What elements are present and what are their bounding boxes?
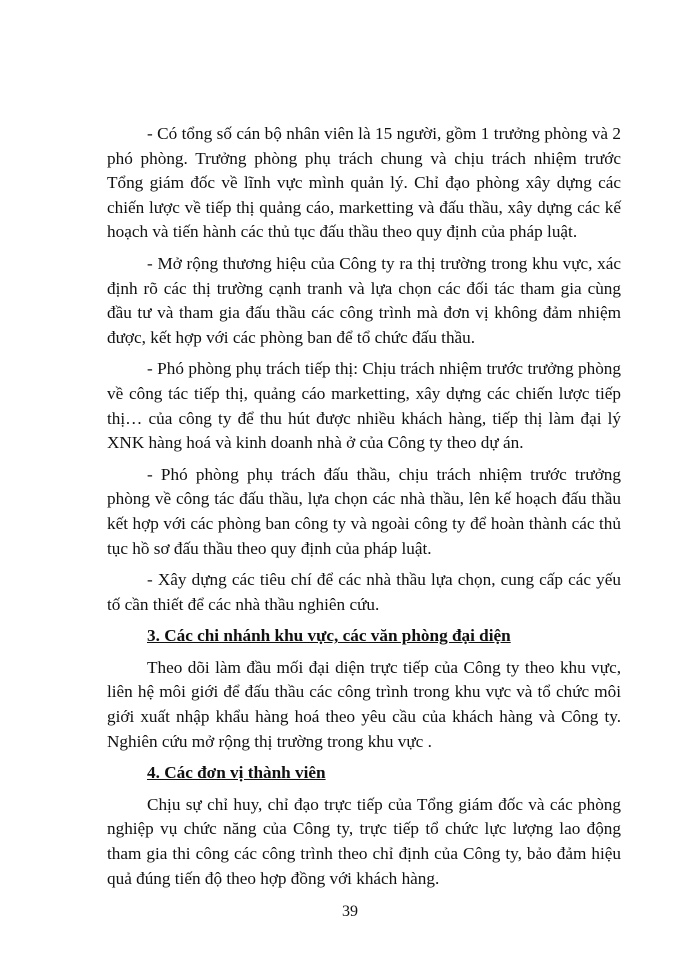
section-heading-branches-text: 3. Các chi nhánh khu vực, các văn phòng đại diện [147, 626, 511, 646]
page-body [107, 122, 621, 898]
paragraph-member-units: Chịu sự chỉ huy, chỉ đạo trực tiếp của Tổng giám đốc và các phòng nghiệp vụ chức năng của Công ty, trực tiếp tổ chức lực lượng lao động tham gia thi công các công trình theo chỉ định của Công ty, bảo đảm hiệu quả đúng tiến độ theo hợp đồng với khách hàng. [107, 794, 621, 888]
section-heading-member-units-text: 4. Các đơn vị thành viên [147, 763, 326, 783]
paragraph-bidding-deputy: - Phó phòng phụ trách đấu thầu, chịu trách nhiệm trước trưởng phòng về công tác đấu thầu, lựa chọn các nhà thầu, lên kế hoạch đấu thầu kết hợp với các phòng ban công ty và ngoài công ty để hoàn thành các thủ tục hồ sơ đấu thầu theo quy định của pháp luật. [107, 464, 621, 558]
page-number: 39 [342, 903, 358, 920]
paragraph-bidding-criteria: - Xây dựng các tiêu chí để các nhà thầu lựa chọn, cung cấp các yếu tố cần thiết để các nhà thầu nghiên cứu. [107, 570, 621, 614]
paragraph-marketing-deputy: - Phó phòng phụ trách tiếp thị: Chịu trách nhiệm trước trưởng phòng về công tác tiếp thị, quảng cáo marketting, xây dựng các chiến lược tiếp thị… của công ty để thu hút được nhiều khách hàng, tiếp thị làm đại lý XNK hàng hoá và kinh doanh nhà ở của Công ty theo dự án. [107, 359, 621, 453]
section-heading-branches [107, 624, 621, 649]
section-heading-member-units [107, 761, 621, 786]
paragraph-branches: Theo dõi làm đầu mối đại diện trực tiếp của Công ty theo khu vực, liên hệ môi giới để đấu thầu các công trình trong khu vực và tổ chức môi giới xuất nhập khẩu hàng hoá theo yêu cầu của khách hàng và Công ty. Nghiên cứu mở rộng thị trường trong khu vực . [107, 657, 621, 751]
paragraph-brand-expansion: - Mở rộng thương hiệu của Công ty ra thị trường trong khu vực, xác định rõ các thị trường cạnh tranh và lựa chọn các đối tác tham gia cùng đầu tư và tham gia đấu thầu các công trình mà đơn vị không đảm nhiệm được, kết hợp với các phòng ban để tổ chức đấu thầu. [107, 253, 621, 347]
paragraph-staff-structure: - Có tổng số cán bộ nhân viên là 15 người, gồm 1 trưởng phòng và 2 phó phòng. Trưởng phòng phụ trách chung và chịu trách nhiệm trước Tổng giám đốc về lĩnh vực mình quản lý. Chỉ đạo phòng xây dựng các chiến lược về tiếp thị quảng cáo, marketting và đấu thầu, xây dựng các kế hoạch và tiến hành các thủ tục đấu thầu theo quy định của pháp luật. [107, 124, 621, 242]
